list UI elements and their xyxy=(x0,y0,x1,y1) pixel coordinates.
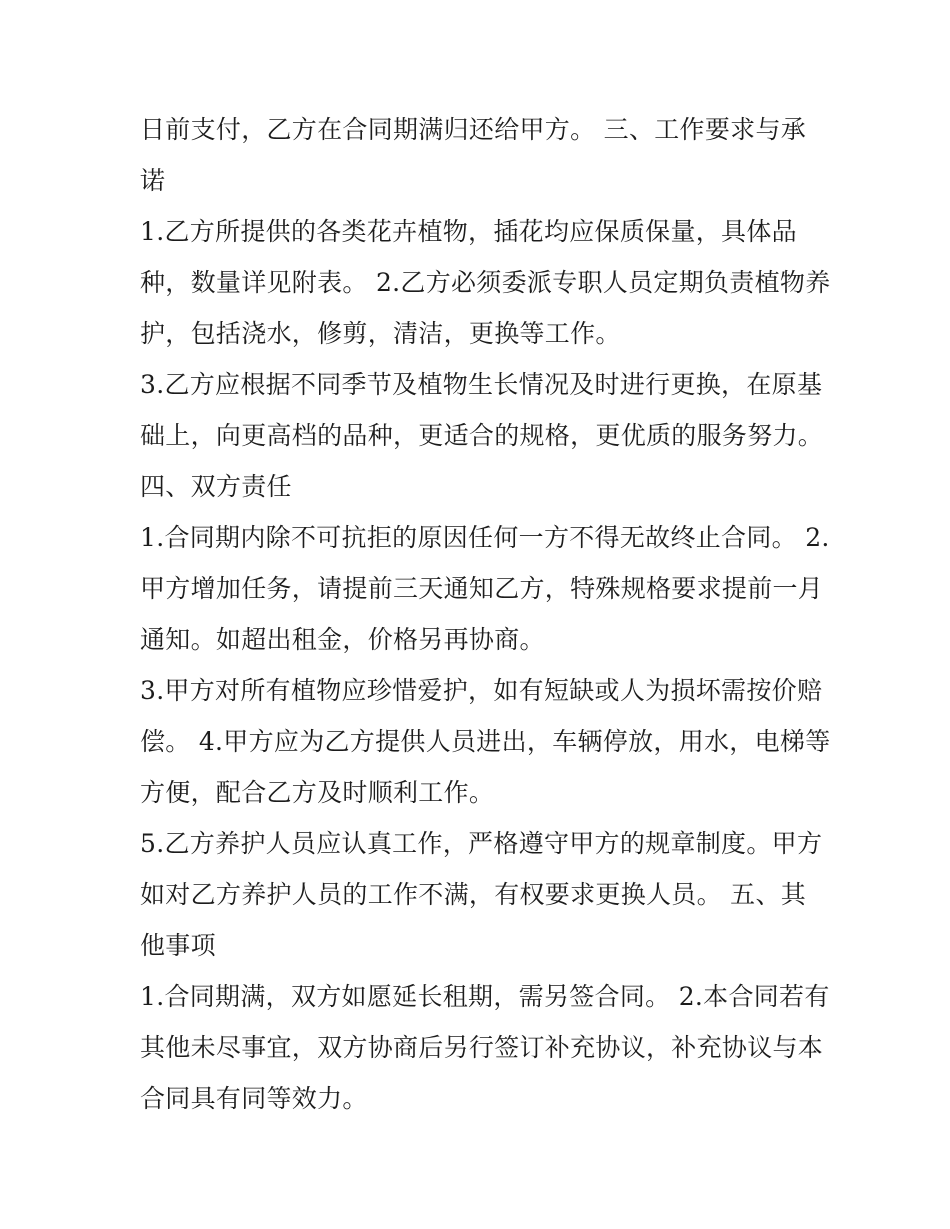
text-line-13: 偿。 4.甲方应为乙方提供人员进出，车辆停放，用水，电梯等 xyxy=(140,727,831,756)
text-line-7: 础上，向更高档的品种，更适合的规格，更优质的服务努力。 xyxy=(140,421,824,450)
text-line-2: 诺 xyxy=(140,166,166,195)
text-line-5: 护，包括浇水，修剪，清洁，更换等工作。 xyxy=(140,319,621,348)
text-line-18: 1.合同期满，双方如愿延长租期，需另签合同。 2.本合同若有 xyxy=(140,982,830,1011)
text-line-16: 如对乙方养护人员的工作不满，有权要求更换人员。 五、其 xyxy=(140,880,807,909)
text-line-10: 甲方增加任务，请提前三天通知乙方，特殊规格要求提前一月 xyxy=(140,574,824,603)
text-line-1: 日前支付，乙方在合同期满归还给甲方。 三、工作要求与承 xyxy=(140,115,807,144)
text-line-19: 其他未尽事宜，双方协商后另行签订补充协议，补充协议与本 xyxy=(140,1033,824,1062)
text-line-3: 1.乙方所提供的各类花卉植物，插花均应保质保量，具体品 xyxy=(140,217,797,246)
text-line-15: 5.乙方养护人员应认真工作，严格遵守甲方的规章制度。甲方 xyxy=(140,829,823,858)
text-line-6: 3.乙方应根据不同季节及植物生长情况及时进行更换，在原基 xyxy=(140,370,823,399)
text-line-17: 他事项 xyxy=(140,931,216,960)
section-heading-four: 四、双方责任 xyxy=(140,472,292,501)
text-line-20: 合同具有同等效力。 xyxy=(140,1084,368,1113)
text-line-4: 种，数量详见附表。 2.乙方必须委派专职人员定期负责植物养 xyxy=(140,268,831,297)
text-line-12: 3.甲方对所有植物应珍惜爱护，如有短缺或人为损坏需按价赔 xyxy=(140,676,823,705)
text-line-9: 1.合同期内除不可抗拒的原因任何一方不得无故终止合同。 2. xyxy=(140,523,830,552)
text-line-14: 方便，配合乙方及时顺利工作。 xyxy=(140,778,495,807)
contract-body-text xyxy=(140,104,831,1124)
text-line-11: 通知。如超出租金，价格另再协商。 xyxy=(140,625,545,654)
